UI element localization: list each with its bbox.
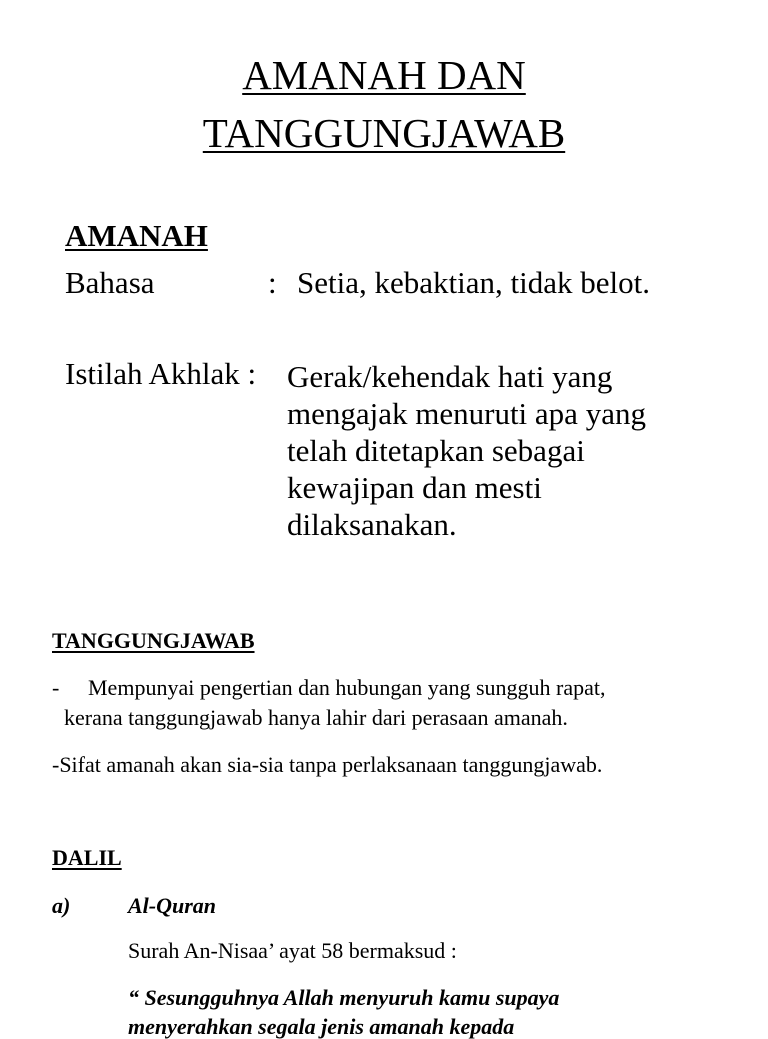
dalil-heading: DALIL [52,845,122,870]
istilah-definition-line: Gerak/kehendak hati yang [287,359,613,394]
tanggungjawab-heading: TANGGUNGJAWAB [52,628,255,653]
tanggungjawab-point-1-line-1: Mempunyai pengertian dan hubungan yang sungguh rapat, [88,675,606,700]
tanggungjawab-point-2: -Sifat amanah akan sia-sia tanpa perlaksanaan tanggungjawab. [52,752,603,777]
istilah-definition-line: kewajipan dan mesti [287,470,542,505]
istilah-definition-line: dilaksanakan. [287,507,457,542]
quote-line-1: “ Sesungguhnya Allah menyuruh kamu supaya [128,985,560,1010]
istilah-akhlak-definition [287,358,727,543]
bahasa-definition: Setia, kebaktian, tidak belot. [297,265,650,300]
bullet-dash: - [52,675,60,700]
surah-reference: Surah An-Nisaa’ ayat 58 bermaksud : [128,938,457,963]
bahasa-colon: : [268,265,277,300]
document-title-line-1: AMANAH DAN [242,52,526,98]
istilah-definition-line: telah ditetapkan sebagai [287,433,585,468]
amanah-heading: AMANAH [65,218,208,253]
list-marker: a) [52,893,71,918]
bahasa-term: Bahasa [65,265,155,300]
istilah-akhlak-term: Istilah Akhlak : [65,356,257,391]
document-title-line-2: TANGGUNGJAWAB [202,110,566,156]
dalil-item-title: Al-Quran [128,893,217,918]
istilah-definition-line: mengajak menuruti apa yang [287,396,646,431]
tanggungjawab-point-1-line-2: kerana tanggungjawab hanya lahir dari perasaan amanah. [64,705,568,730]
quote-line-2: menyerahkan segala jenis amanah kepada [128,1014,515,1039]
